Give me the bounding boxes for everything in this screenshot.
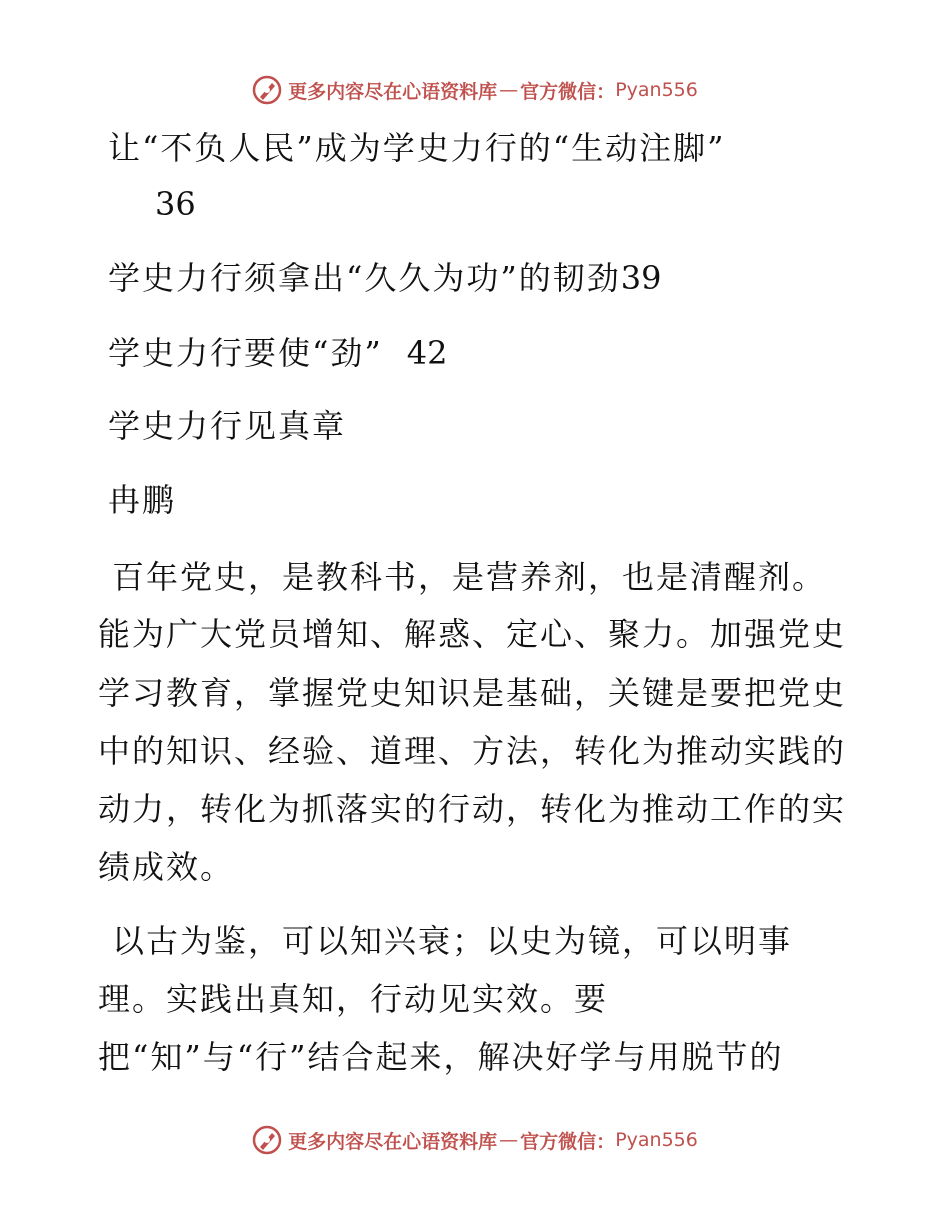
paragraph-line: 能为广大党员增知、解惑、定心、聚力。加强党史	[98, 615, 847, 653]
pen-logo-icon	[252, 1125, 282, 1155]
paragraph-line: 百年党史，是教科书，是营养剂，也是清醒剂。	[112, 558, 827, 596]
toc-entry-page: 36	[155, 185, 196, 223]
banner-wechat-id: Pyan556	[615, 1129, 698, 1151]
paragraph-line: 把“知”与“行”结合起来，解决好学与用脱节的	[98, 1038, 784, 1076]
pen-logo-icon	[252, 75, 282, 105]
paragraph-line: 以古为鉴，可以知兴衰；以史为镜，可以明事	[112, 922, 793, 960]
toc-entry	[108, 333, 447, 373]
toc-entry-title: 学史力行须拿出“久久为功”的韧劲	[108, 259, 621, 297]
banner-wechat-id: Pyan556	[615, 79, 698, 101]
banner-brand-text: 更多内容尽在心语资料库	[288, 1130, 498, 1153]
toc-entry-page: 39	[620, 259, 662, 297]
paragraph-line: 学习教育，掌握党史知识是基础，关键是要把党史	[98, 674, 847, 712]
article-author: 冉鹏	[108, 481, 177, 519]
paragraph-line: 中的知识、经验、道理、方法，转化为推动实践的	[98, 732, 847, 770]
article-title: 学史力行见真章	[108, 407, 347, 445]
banner-wechat-label: 官方微信：	[520, 1130, 616, 1153]
paragraph-line: 理。实践出真知，行动见实效。要	[98, 980, 609, 1018]
toc-entry-page: 42	[406, 334, 448, 372]
footer-banner	[0, 1120, 950, 1160]
header-banner	[0, 70, 950, 110]
toc-entry-title: 让“不负人民”成为学史力行的“生动注脚”	[108, 129, 726, 167]
toc-entry	[108, 258, 661, 298]
banner-dash: —	[499, 1129, 519, 1151]
banner-dash: —	[499, 79, 519, 101]
banner-brand-text: 更多内容尽在心语资料库	[288, 80, 498, 103]
paragraph-line: 绩成效。	[98, 848, 235, 886]
banner-wechat-label: 官方微信：	[520, 80, 616, 103]
toc-entry-title: 学史力行要使“劲”	[108, 334, 383, 372]
paragraph-line: 动力，转化为抓落实的行动，转化为推动工作的实	[98, 790, 847, 828]
